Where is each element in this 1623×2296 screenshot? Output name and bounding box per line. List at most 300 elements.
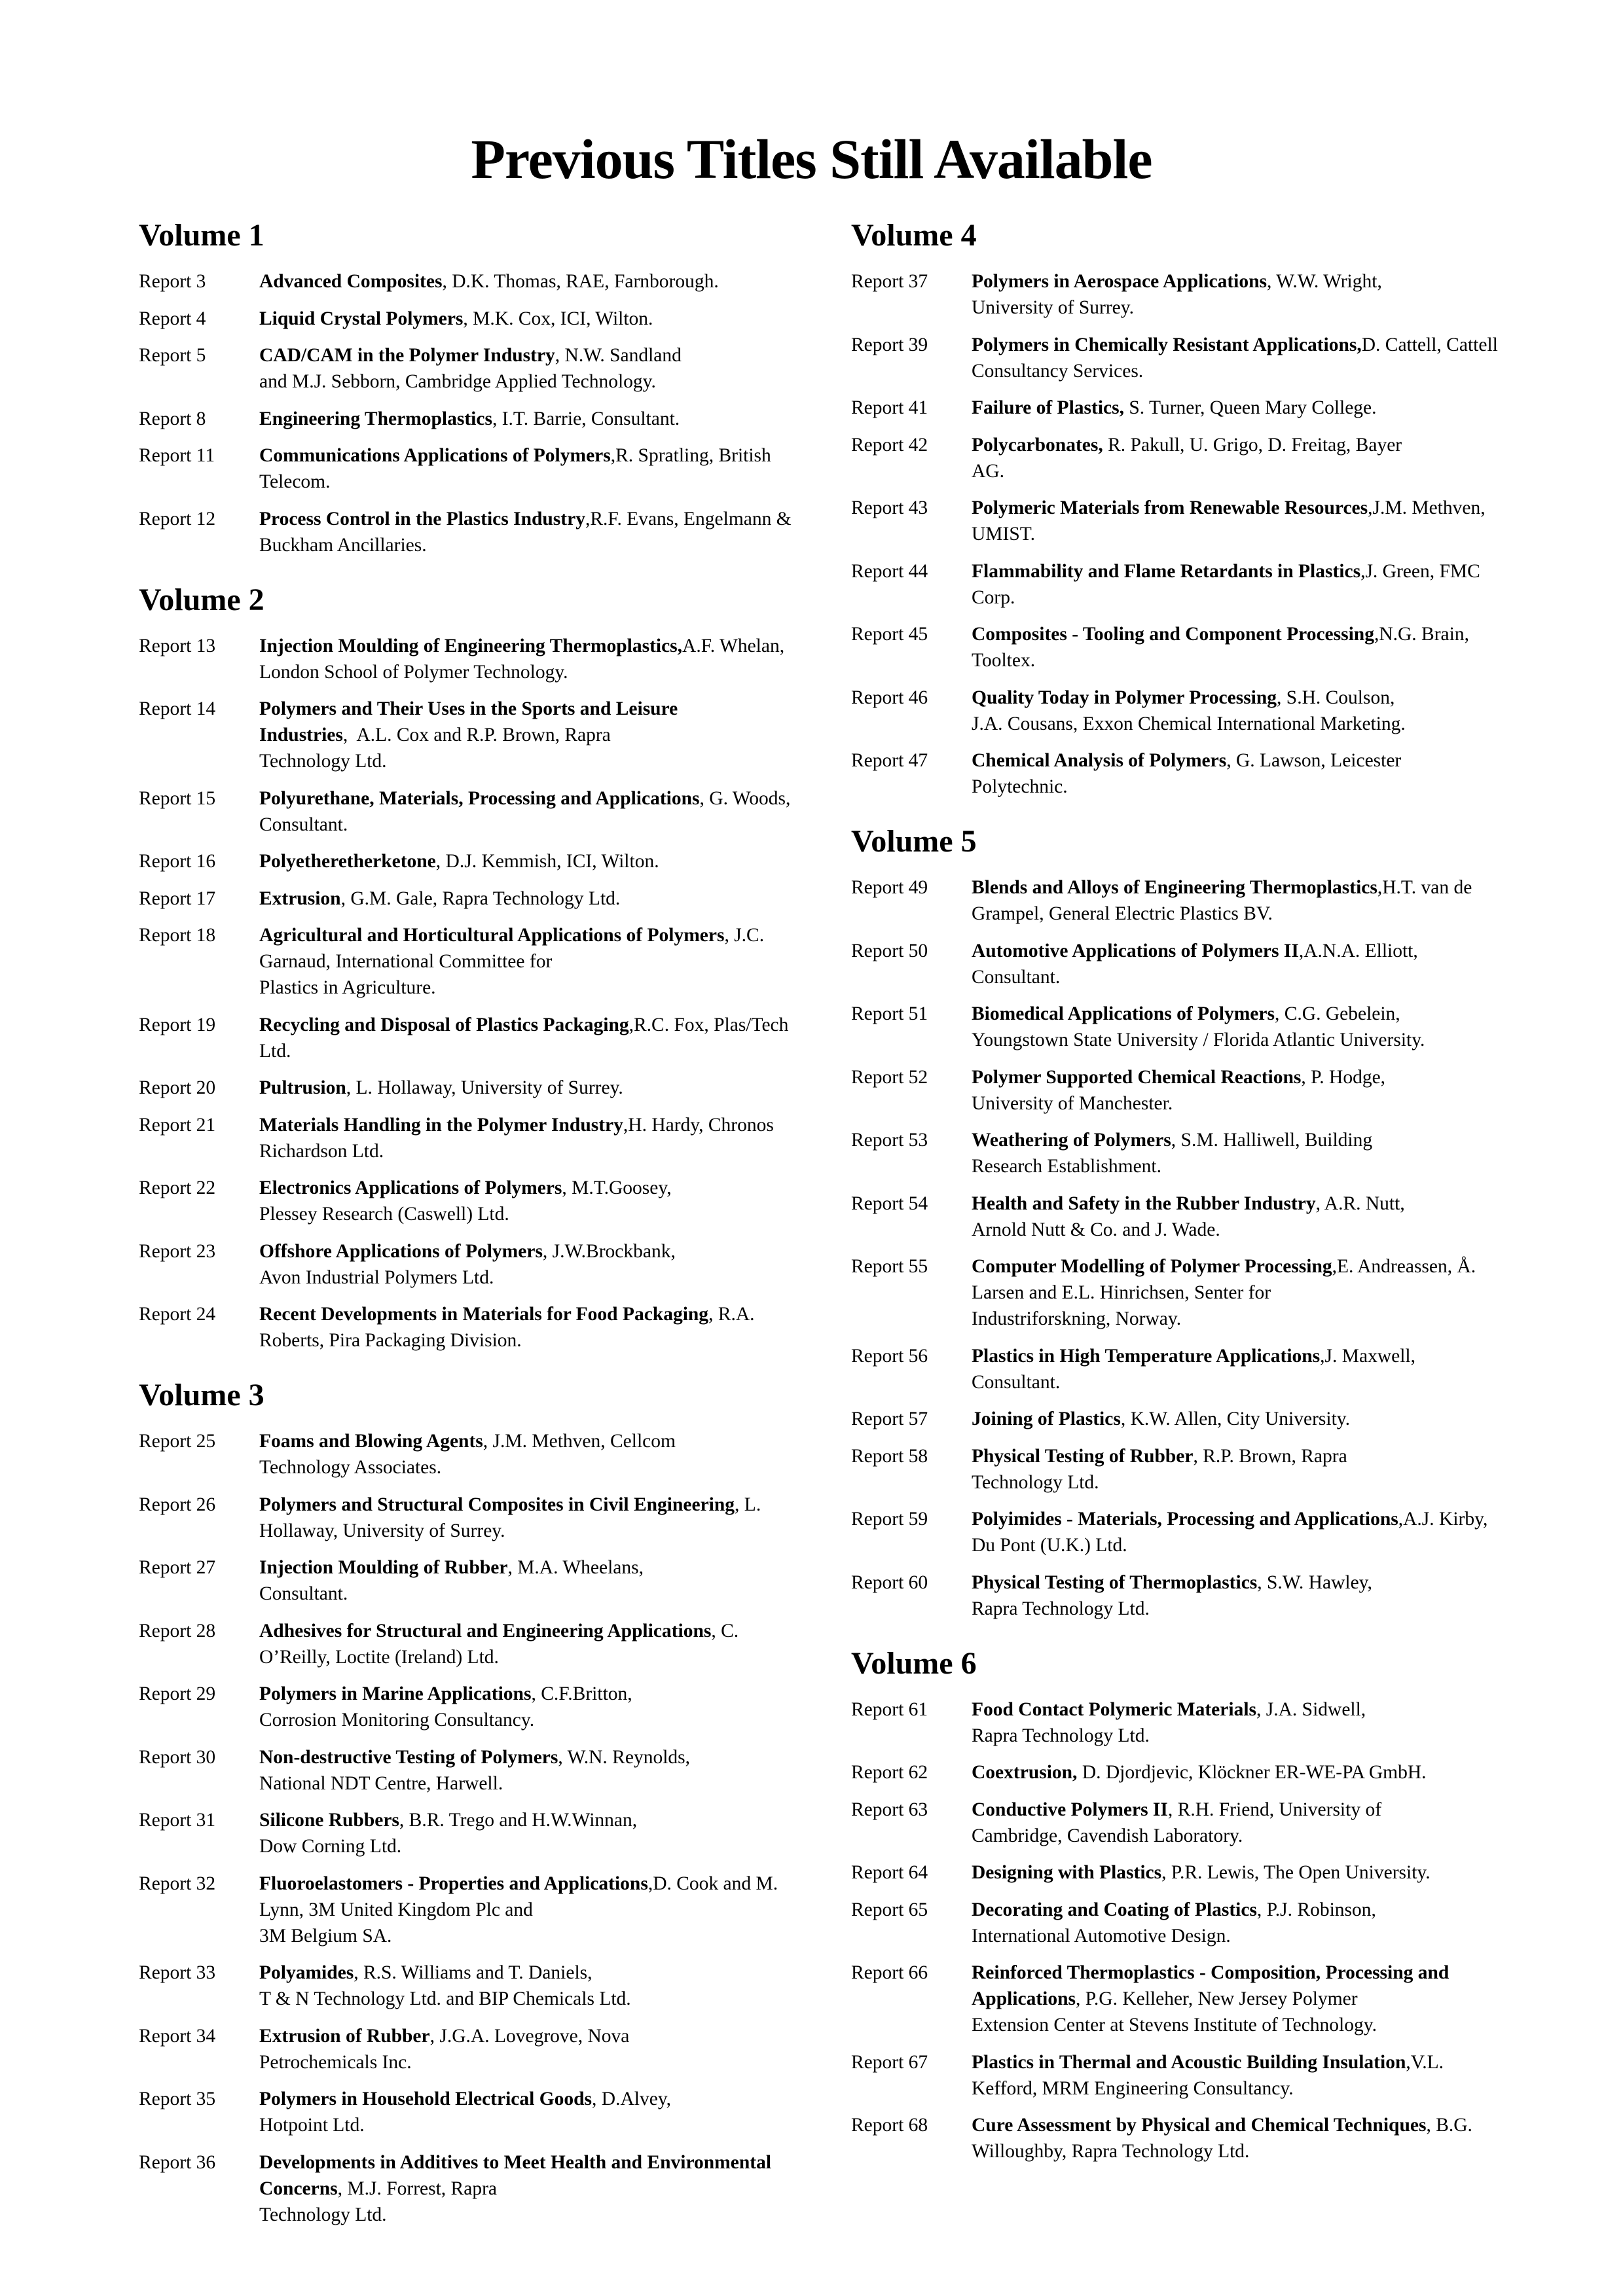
report-author-line: Polytechnic.: [972, 776, 1068, 797]
report-separator: ,: [699, 787, 710, 809]
report-author-line: J.M. Methven, UMIST.: [972, 497, 1486, 545]
report-details: [972, 1570, 1506, 1622]
report-entry: [851, 1001, 1506, 1053]
report-entry: [139, 886, 793, 912]
report-number: Report 50: [851, 940, 928, 961]
report-entry: [851, 1960, 1506, 2038]
report-details: [972, 1506, 1506, 1558]
report-separator: ,: [1368, 497, 1373, 518]
report-details: [972, 747, 1506, 800]
report-number: Report 22: [139, 1177, 216, 1198]
report-separator: ,: [1274, 1003, 1285, 1024]
report-author-line: A.L. Cox and R.P. Brown, Rapra: [356, 725, 611, 745]
report-entry: [851, 1406, 1506, 1432]
report-number: Report 47: [851, 750, 928, 771]
report-number: Report 65: [851, 1899, 928, 1920]
report-separator: ,: [1426, 2115, 1436, 2136]
report-entry: [139, 922, 793, 1001]
report-details: [972, 495, 1506, 547]
report-separator: ,: [1076, 1988, 1085, 2009]
report-author-line: B.R. Trego and H.W.Winnan,: [409, 1810, 638, 1831]
report-entry: [139, 1744, 793, 1797]
report-author-line: D.J. Kemmish, ICI, Wilton.: [445, 851, 659, 872]
report-entry: [851, 685, 1506, 737]
report-separator: ,: [1277, 687, 1286, 708]
report-title: Foams and Blowing Agents: [259, 1431, 483, 1452]
report-details: [259, 1744, 793, 1797]
volume-heading: Volume 2: [139, 582, 264, 617]
volume-heading: Volume 1: [139, 218, 264, 253]
report-separator: ,: [610, 445, 616, 466]
report-title: Blends and Alloys of Engineering Thermoplastics: [972, 877, 1377, 898]
report-separator: ,: [1320, 1345, 1325, 1367]
report-separator: ,: [542, 1240, 553, 1262]
report-details: [972, 1191, 1506, 1243]
report-author-line: Extension Center at Stevens Institute of Technology.: [972, 2015, 1377, 2036]
report-separator: ,: [531, 1683, 541, 1704]
page-title: Previous Titles Still Available: [471, 128, 1152, 190]
report-author-line: D.K. Thomas, RAE, Farnborough.: [452, 271, 719, 292]
report-entry: [851, 2112, 1506, 2164]
report-number: Report 45: [851, 624, 928, 645]
report-number: Report 56: [851, 1345, 928, 1367]
report-separator: ,: [585, 508, 591, 529]
report-author-line: Plessey Research (Caswell) Ltd.: [259, 1204, 509, 1225]
report-separator: ,: [647, 1873, 653, 1894]
report-number: Report 4: [139, 308, 206, 329]
report-entry: [851, 1127, 1506, 1179]
report-separator: ,: [1266, 271, 1277, 292]
report-author-line: University of Surrey.: [972, 297, 1134, 318]
report-number: Report 5: [139, 345, 206, 366]
report-author-line: L. Hollaway, University of Surrey.: [259, 1494, 761, 1541]
report-entry: [851, 1759, 1506, 1785]
report-author-line: M.A. Wheelans,: [517, 1557, 644, 1578]
report-details: [259, 506, 793, 558]
report-entry: [139, 2023, 793, 2075]
report-separator: ,: [562, 1177, 572, 1198]
report-details: [259, 1960, 793, 2012]
left-column: [139, 216, 793, 2228]
report-entry: [851, 621, 1506, 673]
report-list: [139, 633, 793, 1354]
report-details: [972, 432, 1506, 484]
report-number: Report 41: [851, 397, 928, 418]
report-separator: ,: [629, 1014, 634, 1035]
report-title: Agricultural and Horticultural Applications of Polymers: [259, 925, 725, 946]
report-author-line: E. Andreassen, Å. Larsen and E.L. Hinrichsen, Senter for: [972, 1256, 1476, 1303]
report-title: Advanced Composites: [259, 271, 443, 292]
report-author-line: 3M Belgium SA.: [259, 1925, 392, 1946]
report-details: [972, 332, 1506, 384]
report-author-line: P.R. Lewis, The Open University.: [1171, 1862, 1431, 1883]
report-separator: ,: [507, 1557, 518, 1578]
report-title: CAD/CAM in the Polymer Industry: [259, 345, 555, 366]
report-author-line: Plastics in Agriculture.: [259, 977, 436, 998]
report-title: Communications Applications of Polymers: [259, 445, 611, 466]
report-entry: [851, 2049, 1506, 2102]
report-entry: [139, 406, 793, 432]
report-title: Pultrusion: [259, 1077, 346, 1098]
volume-section: [139, 216, 793, 558]
report-details: [259, 1492, 793, 1544]
report-number: Report 43: [851, 497, 928, 518]
report-title: Polyurethane, Materials, Processing and Applications: [259, 787, 700, 809]
report-author-line: R.S. Williams and T. Daniels,: [363, 1962, 593, 1983]
volume-heading: Volume 3: [139, 1378, 264, 1412]
report-author-line: D. Cattell, Cattell Consultancy Services.: [972, 334, 1498, 382]
report-details: [972, 1064, 1506, 1117]
report-entry: [139, 1871, 793, 1949]
report-separator: ,: [1298, 940, 1304, 961]
report-entry: [851, 268, 1506, 321]
report-author-line: Consultant.: [259, 1583, 348, 1604]
report-separator: ,: [623, 1114, 629, 1136]
report-separator: ,: [483, 1431, 493, 1452]
report-title: Silicone Rubbers: [259, 1810, 399, 1831]
report-number: Report 3: [139, 271, 206, 292]
report-entry: [851, 1859, 1506, 1886]
report-author-line: R. Spratling, British Telecom.: [259, 445, 771, 492]
report-details: [259, 2086, 793, 2138]
report-author-line: P. Hodge,: [1311, 1066, 1386, 1088]
report-title: Polymers and Structural Composites in Civil Engineering: [259, 1494, 735, 1515]
report-separator: ,: [354, 1962, 363, 1983]
report-entry: [851, 747, 1506, 800]
report-title: Materials Handling in the Polymer Industry: [259, 1114, 623, 1136]
report-number: Report 32: [139, 1873, 216, 1894]
report-list: [851, 268, 1506, 800]
report-details: [259, 406, 793, 432]
report-title: Engineering Thermoplastics: [259, 408, 492, 429]
report-number: Report 33: [139, 1962, 216, 1983]
report-author-line: D.Alvey,: [601, 2089, 672, 2109]
report-details: [972, 1406, 1506, 1432]
report-entry: [139, 268, 793, 295]
report-number: Report 60: [851, 1571, 928, 1593]
report-title: Polymers in Aerospace Applications: [972, 271, 1267, 292]
report-author-line: National NDT Centre, Harwell.: [259, 1772, 503, 1794]
report-entry: [139, 1960, 793, 2012]
report-title: Electronics Applications of Polymers: [259, 1177, 562, 1198]
report-entry: [851, 1191, 1506, 1243]
report-title: Chemical Analysis of Polymers: [972, 750, 1227, 771]
report-entry: [851, 395, 1506, 421]
report-author-line: M.K. Cox, ICI, Wilton.: [473, 308, 653, 329]
report-separator: ,: [442, 271, 452, 292]
report-number: Report 46: [851, 687, 928, 708]
report-details: [259, 922, 793, 1001]
report-details: [972, 558, 1506, 611]
report-author-line: A.F. Whelan, London School of Polymer Technology.: [259, 635, 785, 683]
report-number: Report 24: [139, 1304, 216, 1325]
report-title: Extrusion: [259, 888, 341, 909]
report-title: Polymers in Household Electrical Goods: [259, 2089, 593, 2109]
report-separator: ,: [558, 1746, 568, 1768]
report-entry: [139, 1301, 793, 1354]
report-separator: ,: [1167, 1799, 1178, 1820]
report-details: [259, 1807, 793, 1859]
report-separator: ,: [1161, 1862, 1171, 1883]
report-number: Report 15: [139, 787, 216, 809]
report-author-line: S.W. Hawley,: [1267, 1571, 1372, 1593]
report-title: Liquid Crystal Polymers: [259, 308, 464, 329]
report-title: Coextrusion,: [972, 1762, 1078, 1783]
report-number: Report 64: [851, 1862, 928, 1883]
report-number: Report 66: [851, 1962, 928, 1983]
report-author-line: B.G. Willoughby, Rapra Technology Ltd.: [972, 2115, 1472, 2162]
report-title: Decorating and Coating of Plastics: [972, 1899, 1257, 1920]
report-title: Polycarbonates,: [972, 434, 1103, 456]
report-author-line: N.W. Sandland: [564, 345, 682, 366]
report-title: Automotive Applications of Polymers II: [972, 940, 1299, 961]
report-author-line: R.F. Evans, Engelmann & Buckham Ancillaries.: [259, 508, 792, 556]
report-author-line: H.T. van de Grampel, General Electric Plastics BV.: [972, 877, 1472, 924]
report-entry: [139, 1428, 793, 1480]
report-separator: ,: [1256, 1698, 1266, 1720]
report-entry: [851, 495, 1506, 547]
report-details: [259, 1681, 793, 1733]
report-title: Offshore Applications of Polymers: [259, 1240, 543, 1262]
report-number: Report 16: [139, 851, 216, 872]
report-number: Report 23: [139, 1240, 216, 1262]
report-author-line: G.M. Gale, Rapra Technology Ltd.: [350, 888, 621, 909]
report-author-line: N.G. Brain, Tooltex.: [972, 624, 1469, 671]
report-details: [259, 268, 793, 295]
report-author-line: Rapra Technology Ltd.: [972, 1598, 1150, 1619]
report-author-line: S.H. Coulson,: [1286, 687, 1395, 708]
report-details: [259, 1301, 793, 1354]
report-details: [259, 1238, 793, 1291]
report-number: Report 29: [139, 1683, 216, 1704]
report-title: Biomedical Applications of Polymers: [972, 1003, 1275, 1024]
report-number: Report 25: [139, 1431, 216, 1452]
report-separator: ,: [708, 1304, 718, 1325]
report-author-line: J.A. Sidwell,: [1266, 1698, 1366, 1720]
report-separator: ,: [337, 2178, 348, 2199]
report-entry: [139, 1012, 793, 1064]
report-separator: ,: [1120, 1408, 1131, 1429]
report-author-line: Youngstown State University / Florida Atlantic University.: [972, 1030, 1425, 1050]
report-number: Report 21: [139, 1114, 216, 1136]
report-entry: [851, 1506, 1506, 1558]
report-title: Polymers and Their Uses in the Sports and Leisure Industries: [259, 698, 678, 745]
report-separator: ,: [399, 1810, 409, 1831]
report-author-line: University of Manchester.: [972, 1092, 1173, 1114]
report-details: [259, 1428, 793, 1480]
report-author-line: J. Maxwell, Consultant.: [972, 1345, 1415, 1393]
report-author-line: A.N.A. Elliott, Consultant.: [972, 940, 1418, 988]
volume-heading: Volume 5: [851, 824, 977, 859]
report-details: [259, 886, 793, 912]
report-title: Polyamides: [259, 1962, 354, 1983]
report-number: Report 36: [139, 2151, 216, 2173]
report-separator: ,: [592, 2089, 602, 2109]
report-title: Cure Assessment by Physical and Chemical Techniques: [972, 2115, 1427, 2136]
report-title: Polymers in Marine Applications: [259, 1683, 532, 1704]
report-separator: ,: [1398, 1509, 1404, 1530]
report-author-line: International Automotive Design.: [972, 1925, 1231, 1946]
report-author-line: Arnold Nutt & Co. and J. Wade.: [972, 1219, 1220, 1240]
report-number: Report 42: [851, 434, 928, 456]
report-separator: ,: [555, 345, 565, 366]
report-entry: [139, 1807, 793, 1859]
report-entry: [851, 558, 1506, 611]
report-entry: [139, 442, 793, 495]
report-title: Polymer Supported Chemical Reactions: [972, 1066, 1302, 1088]
report-separator: ,: [1315, 1193, 1324, 1214]
report-author-line: Research Establishment.: [972, 1156, 1162, 1177]
report-entry: [139, 1175, 793, 1227]
report-number: Report 67: [851, 2051, 928, 2073]
report-author-line: R. Pakull, U. Grigo, D. Freitag, Bayer: [1108, 434, 1402, 456]
report-title: Extrusion of Rubber: [259, 2025, 430, 2047]
report-number: Report 12: [139, 508, 216, 529]
volume-heading: Volume 4: [851, 218, 977, 253]
report-separator: ,: [1171, 1130, 1181, 1151]
report-author-line: Rapra Technology Ltd.: [972, 1725, 1150, 1746]
report-details: [972, 395, 1506, 421]
report-number: Report 62: [851, 1762, 928, 1783]
report-number: Report 19: [139, 1014, 216, 1035]
right-column: [851, 216, 1506, 2164]
report-entry: [851, 1253, 1506, 1332]
report-details: [259, 2023, 793, 2075]
report-author-line: H. Hardy, Chronos Richardson Ltd.: [259, 1114, 774, 1162]
report-author-line: P.J. Robinson,: [1266, 1899, 1376, 1920]
report-entry: [139, 848, 793, 874]
report-details: [259, 1012, 793, 1064]
report-author-line: Petrochemicals Inc.: [259, 2051, 412, 2073]
report-list: [851, 874, 1506, 1622]
report-details: [259, 2149, 793, 2228]
report-entry: [139, 342, 793, 395]
report-entry: [139, 1075, 793, 1101]
report-details: [259, 1175, 793, 1227]
report-number: Report 34: [139, 2025, 216, 2047]
report-number: Report 39: [851, 334, 928, 355]
report-title: Polymeric Materials from Renewable Resources: [972, 497, 1368, 518]
report-details: [972, 2049, 1506, 2102]
report-details: [972, 685, 1506, 737]
volume-section: [851, 1644, 1506, 2165]
report-number: Report 27: [139, 1557, 216, 1578]
report-number: Report 53: [851, 1130, 928, 1151]
report-entry: [139, 785, 793, 838]
report-details: [972, 1759, 1506, 1785]
report-details: [259, 1554, 793, 1607]
report-title: Weathering of Polymers: [972, 1130, 1171, 1151]
report-author-line: D. Djordjevic, Klöckner ER-WE-PA GmbH.: [1082, 1762, 1427, 1783]
report-entry: [851, 1343, 1506, 1395]
report-author-line: V.L. Kefford, MRM Engineering Consultancy.: [972, 2051, 1444, 2099]
report-title: Recycling and Disposal of Plastics Packaging: [259, 1014, 629, 1035]
report-entry: [851, 1797, 1506, 1849]
report-title: Process Control in the Plastics Industry: [259, 508, 585, 529]
report-author-line: J. Green, FMC Corp.: [972, 560, 1480, 608]
report-details: [259, 342, 793, 395]
report-entry: [851, 332, 1506, 384]
report-separator: [1077, 1762, 1082, 1783]
report-author-line: AG.: [972, 460, 1004, 482]
report-separator: ,: [735, 1494, 744, 1515]
report-separator: ,: [1256, 1899, 1267, 1920]
report-details: [259, 442, 793, 495]
report-entry: [139, 1492, 793, 1544]
report-title: Flammability and Flame Retardants in Plastics: [972, 560, 1361, 582]
report-author-line: M.J. Forrest, Rapra: [347, 2178, 497, 2199]
report-number: Report 20: [139, 1077, 216, 1098]
report-details: [972, 1127, 1506, 1179]
report-author-line: Technology Associates.: [259, 1457, 442, 1478]
report-entry: [851, 1570, 1506, 1622]
report-author-line: Avon Industrial Polymers Ltd.: [259, 1266, 494, 1288]
report-details: [972, 938, 1506, 990]
report-author-line: Hotpoint Ltd.: [259, 2115, 365, 2136]
report-list: [851, 1696, 1506, 2165]
report-details: [972, 1253, 1506, 1332]
report-number: Report 63: [851, 1799, 928, 1820]
report-title: Food Contact Polymeric Materials: [972, 1698, 1256, 1720]
report-author-line: S. Turner, Queen Mary College.: [1129, 397, 1377, 418]
report-title: Conductive Polymers II: [972, 1799, 1168, 1820]
report-number: Report 11: [139, 445, 215, 466]
report-details: [259, 1618, 793, 1670]
report-details: [972, 621, 1506, 673]
report-title: Physical Testing of Rubber: [972, 1445, 1194, 1467]
report-number: Report 61: [851, 1698, 928, 1720]
report-number: Report 57: [851, 1408, 928, 1429]
report-title: Fluoroelastomers - Properties and Applications: [259, 1873, 648, 1894]
report-separator: ,: [1257, 1571, 1267, 1593]
report-title: Polymers in Chemically Resistant Applications,: [972, 334, 1362, 355]
report-details: [972, 1960, 1506, 2038]
report-author-line: A.J. Kirby, Du Pont (U.K.) Ltd.: [972, 1509, 1488, 1556]
report-number: Report 31: [139, 1810, 216, 1831]
report-details: [259, 306, 793, 332]
report-author-line: I.T. Barrie, Consultant.: [501, 408, 680, 429]
report-author-line: G. Lawson, Leicester: [1235, 750, 1402, 771]
report-details: [972, 1443, 1506, 1496]
report-details: [972, 1859, 1506, 1886]
report-entry: [139, 1618, 793, 1670]
report-list: [139, 268, 793, 558]
report-details: [972, 1343, 1506, 1395]
report-details: [259, 633, 793, 685]
report-author-line: J.A. Cousans, Exxon Chemical International Marketing.: [972, 713, 1406, 734]
report-number: Report 49: [851, 877, 928, 898]
report-author-line: J.M. Methven, Cellcom: [492, 1431, 676, 1452]
report-author-line: W.W. Wright,: [1276, 271, 1382, 292]
report-separator: ,: [1377, 877, 1383, 898]
report-author-line: Dow Corning Ltd.: [259, 1836, 402, 1857]
report-separator: ,: [346, 1077, 356, 1098]
report-entry: [139, 1554, 793, 1607]
volume-section: [851, 216, 1506, 800]
report-author-line: P.G. Kelleher, New Jersey Polymer: [1085, 1988, 1358, 2009]
report-title: Plastics in High Temperature Applications: [972, 1345, 1321, 1367]
report-separator: ,: [724, 925, 735, 946]
report-title: Adhesives for Structural and Engineering Applications: [259, 1620, 712, 1641]
report-entry: [139, 2149, 793, 2228]
report-number: Report 35: [139, 2089, 216, 2109]
report-entry: [851, 432, 1506, 484]
report-entry: [139, 1112, 793, 1164]
report-author-line: R.P. Brown, Rapra: [1203, 1445, 1347, 1467]
report-author-line: and M.J. Sebborn, Cambridge Applied Technology.: [259, 371, 656, 392]
report-author-line: W.N. Reynolds,: [567, 1746, 690, 1768]
report-author-line: M.T.Goosey,: [572, 1177, 672, 1198]
